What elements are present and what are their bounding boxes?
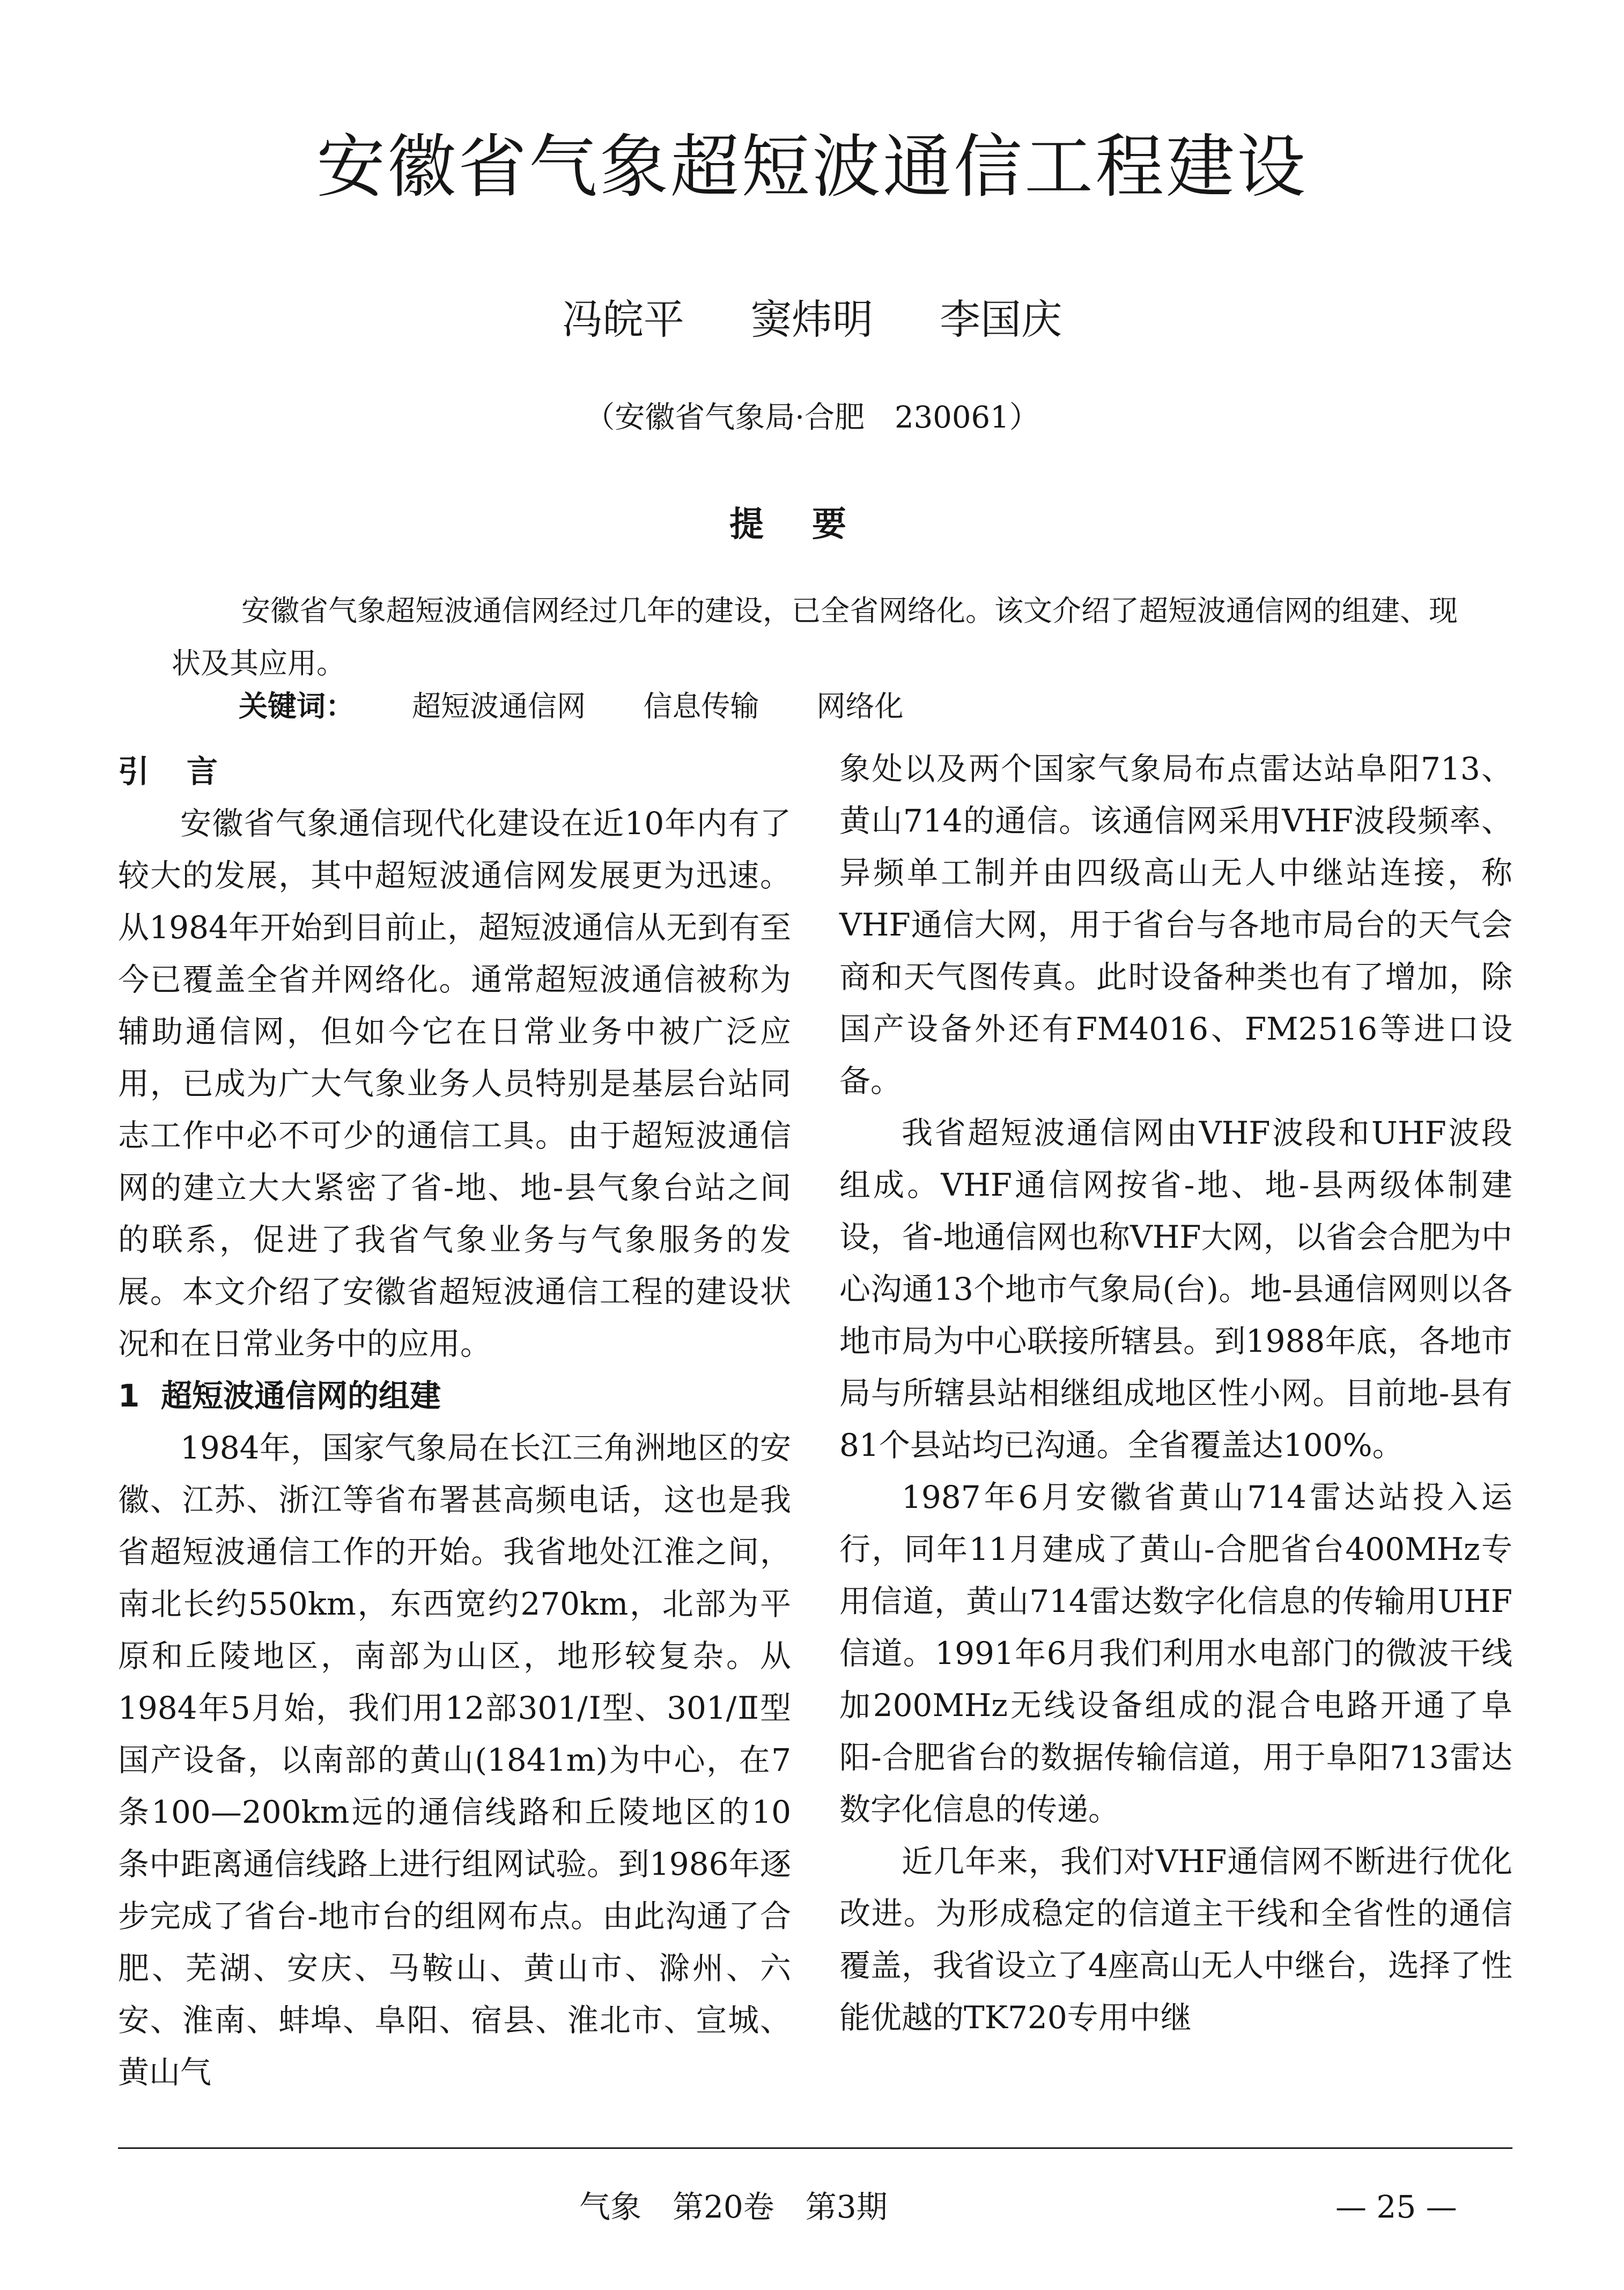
paragraph: 近几年来，我们对VHF通信网不断进行优化改进。为形成稳定的信道主干线和全省性的通信覆盖，我省设立了4座高山无人中继台，选择了性能优越的TK720专用中继 — [839, 1843, 1512, 2036]
right-column — [839, 743, 1512, 2044]
affiliation: （安徽省气象局·合肥 230061） — [585, 400, 1039, 435]
author-name: 窦炜明 — [751, 296, 873, 343]
section-heading-1 — [118, 1370, 791, 1422]
paragraph: 1984年，国家气象局在长江三角洲地区的安徽、江苏、浙江等省布署甚高频电话，这也是我省超短波通信工作的开始。我省地处江淮之间，南北长约550km，东西宽约270km，北部为平原和丘陵地区，南部为山区，地形较复杂。从1984年5月始，我们用12部301/Ⅰ型、301/Ⅱ型国产设备，以南部的黄山(1841m)为中心，在7条100—200km远的通信线路和丘陵地区的10条中距离通信线路上进行组网试验。到1986年逐步完成了省台-地市台的组网布点。由此沟通了合肥、芜湖、安庆、马鞍山、黄山市、滁州、六安、淮南、蚌埠、阜阳、宿县、淮北市、宣城、黄山气 — [118, 1430, 791, 2090]
author-name: 冯皖平 — [562, 296, 684, 343]
keyword: 网络化 — [816, 689, 904, 723]
abstract-heading: 提要 — [729, 505, 895, 544]
author-list — [0, 295, 1624, 344]
section-heading-intro: 引言 — [118, 753, 256, 790]
paragraph: 1987年6月安徽省黄山714雷达站投入运行，同年11月建成了黄山-合肥省台400MHz专用信道，黄山714雷达数字化信息的传输用UHF信道。1991年6月我们利用水电部门的微波干线加200MHz无线设备组成的混合电路开通了阜阳-合肥省台的数据传输信道，用于阜阳713雷达数字化信息的传递。 — [839, 1479, 1512, 1828]
footer-rule — [118, 2147, 1512, 2149]
author-name: 李国庆 — [940, 296, 1062, 343]
keywords-label: 关键词： — [239, 689, 355, 723]
left-column — [118, 746, 791, 2098]
page-number: — 25 — — [1335, 2189, 1457, 2225]
section-title: 超短波通信网的组建 — [161, 1378, 441, 1414]
paragraph: 我省超短波通信网由VHF波段和UHF波段组成。VHF通信网按省-地、地-县两级体制建设，省-地通信网也称VHF大网，以省会合肥为中心沟通13个地市气象局(台)。地-县通信网则以各地市局为中心联接所辖县。到1988年底，各地市局与所辖县站相继组成地区性小网。目前地-县有81个县站均已沟通。全省覆盖达100%。 — [839, 1115, 1512, 1463]
keyword: 超短波通信网 — [412, 689, 586, 723]
keywords-line — [239, 689, 904, 724]
paragraph-continued: 象处以及两个国家气象局布点雷达站阜阳713、黄山714的通信。该通信网采用VHF波段频率、异频单工制并由四级高山无人中继站连接，称VHF通信大网，用于省台与各地市局台的天气会商和天气图传真。此时设备种类也有了增加，除国产设备外还有FM4016、FM2516等进口设备。 — [839, 750, 1512, 1099]
section-number: 1 — [118, 1378, 140, 1414]
keyword: 信息传输 — [643, 689, 759, 723]
abstract-text: 安徽省气象超短波通信网经过几年的建设，已全省网络化。该文介绍了超短波通信网的组建、现状及其应用。 — [172, 594, 1458, 680]
journal-info: 气象 第20卷 第3期 — [579, 2189, 888, 2225]
paper-title: 安徽省气象超短波通信工程建设 — [316, 127, 1308, 207]
paragraph: 安徽省气象通信现代化建设在近10年内有了较大的发展，其中超短波通信网发展更为迅速。从1984年开始到目前止，超短波通信从无到有至今已覆盖全省并网络化。通常超短波通信被称为辅助通信网，但如今它在日常业务中被广泛应用，已成为广大气象业务人员特别是基层台站同志工作中必不可少的通信工具。由于超短波通信网的建立大大紧密了省-地、地-县气象台站之间的联系，促进了我省气象业务与气象服务的发展。本文介绍了安徽省超短波通信工程的建设状况和在日常业务中的应用。 — [118, 805, 791, 1362]
